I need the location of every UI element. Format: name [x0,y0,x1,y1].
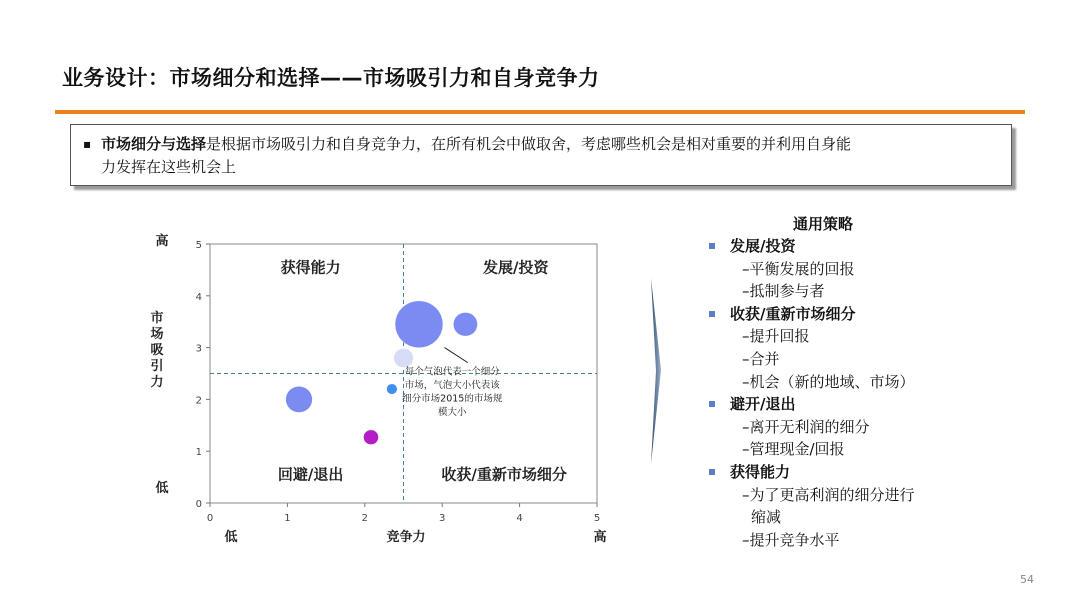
x-low-label: 低 [224,530,238,545]
bubble [394,348,414,367]
y-tick-label: 0 [195,499,202,510]
intro-box [70,124,1012,186]
x-tick-label: 2 [361,513,368,524]
bullet-square-icon [709,311,715,317]
intro-text-line2: 力发挥在这些机会上 [101,158,237,176]
title-divider [55,110,1025,114]
y-tick-label: 1 [195,447,202,459]
strategy-heading: 通用策略 [793,215,854,233]
bullet-square-icon [709,469,715,475]
quadrant-label-bottom-right: 收获/重新市场细分 [441,465,567,484]
annotation-text: 模大小 [438,407,467,419]
bubble [395,301,443,348]
chevron-arrow-icon [650,278,666,464]
bubble-chart [140,225,620,555]
y-axis-label: 场 [150,327,164,342]
x-tick-label: 4 [516,513,523,524]
strategy-subitem-text: –为了更高利润的细分进行 [742,485,915,504]
x-tick-label: 3 [439,513,446,524]
annotation-leader-line [445,348,468,363]
x-tick-label: 5 [593,513,601,524]
y-high-label: 高 [155,234,169,249]
strategy-subitem-text: –抵制参与者 [742,282,825,301]
page-title: 业务设计：市场细分和选择——市场吸引力和自身竞争力 [62,66,600,90]
strategy-subitem-text: –平衡发展的回报 [742,259,855,278]
strategy-subitem-text: –离开无利润的细分 [742,417,870,436]
intro-text: 是根据市场吸引力和自身竞争力，在所有机会中做取舍，考虑哪些机会是相对重要的并利用自身能 [206,135,852,153]
strategy-subitem-text: –提升回报 [742,327,810,346]
bullet-icon: ▪ [83,137,92,151]
quadrant-label-bottom-left: 回避/退出 [277,465,344,484]
annotation-text: 细分市场2015的市场规 [402,393,503,405]
x-tick-label: 1 [284,513,291,524]
bubble [363,430,378,445]
intro-bold-text: 市场细分与选择 [101,135,207,153]
bullet-square-icon [709,243,715,249]
y-axis-label: 吸 [150,343,164,358]
bubble [286,386,313,412]
strategy-item-label: 收获/重新市场细分 [730,304,856,323]
strategy-subitem-text: 缩减 [751,508,782,527]
strategy-item-label: 获得能力 [730,463,791,481]
bubble [387,384,398,395]
strategy-item-label: 发展/投资 [730,237,796,255]
x-axis-label: 竞争力 [386,530,426,545]
y-tick-label: 5 [195,240,202,251]
quadrant-label-top-right: 发展/投资 [482,258,549,277]
y-tick-label: 2 [195,395,202,407]
annotation-text: 市场，气泡大小代表该 [404,380,500,392]
page-number: 54 [1020,573,1034,586]
x-tick-label: 0 [206,513,214,524]
strategy-item-label: 避开/退出 [730,395,796,414]
y-tick-label: 3 [195,343,202,355]
bullet-square-icon [709,401,715,407]
strategy-subitem-text: –提升竞争水平 [742,530,840,549]
strategy-subitem-text: –合并 [742,350,780,368]
strategy-subitem-text: –管理现金/回报 [742,440,845,459]
bubble [453,312,477,336]
strategy-subitem-text: –机会（新的地域、市场） [742,372,915,391]
y-axis-label: 市 [150,311,164,326]
quadrant-label-top-left: 获得能力 [280,258,341,277]
y-axis-label: 力 [150,375,164,390]
y-tick-label: 4 [195,291,202,303]
y-low-label: 低 [155,481,169,496]
y-axis-label: 引 [150,359,164,374]
x-high-label: 高 [593,530,607,545]
annotation-text: 每个气泡代表一个细分 [404,366,500,378]
